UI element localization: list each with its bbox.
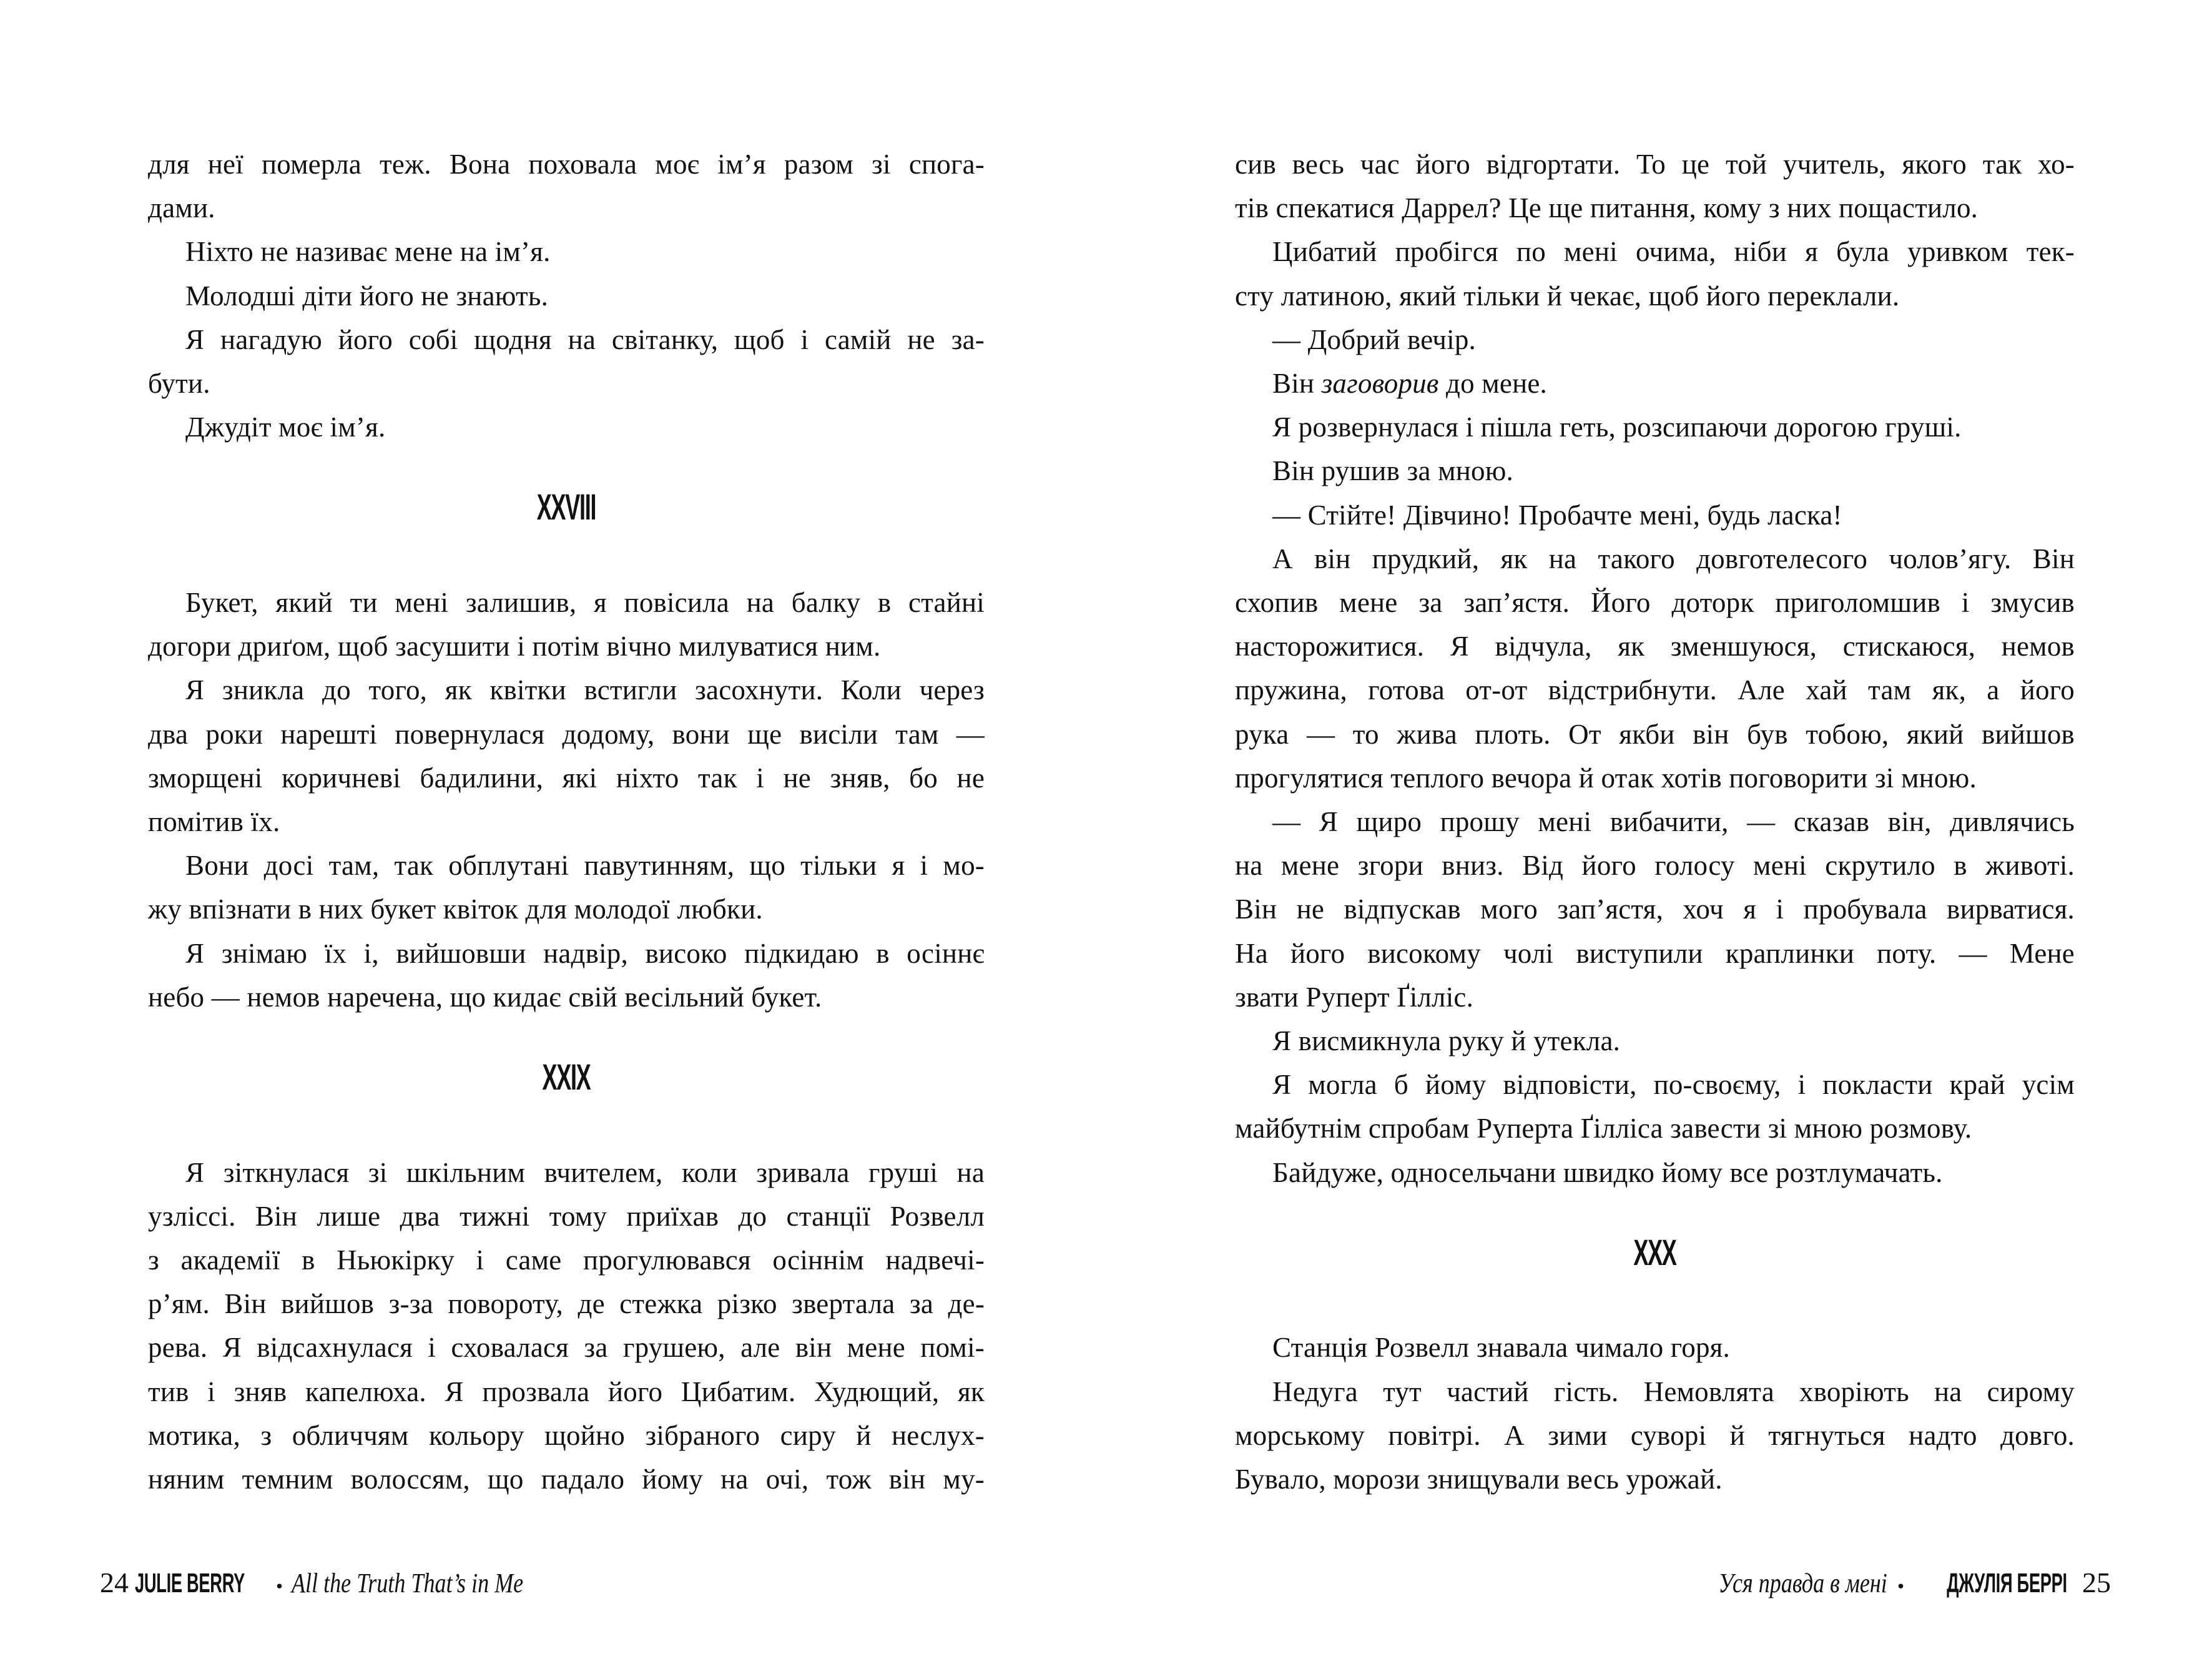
- text-line: р’ям. Він вийшов з-за повороту, де стежка різко звертала за де-: [148, 1288, 985, 1320]
- text-line: майбутнім спробам Руперта Ґілліса завести зі мною розмову.: [1235, 1113, 1972, 1145]
- right-page: [1106, 0, 2212, 1659]
- left-page-footer: [100, 1566, 574, 1603]
- text-line: Букет, який ти мені залишив, я повісила на балку в стайні: [185, 587, 985, 618]
- text-line: На його високому чолі виступили краплинки поту. — Мене: [1235, 937, 2075, 969]
- text-line: прогулятися теплого вечора й отак хотів поговорити зі мною.: [1235, 762, 1977, 794]
- text-line: рука — то жива плоть. От якби він був тобою, який вийшов: [1235, 718, 2075, 750]
- bullet-separator-icon: •: [1895, 1578, 1906, 1597]
- chapter-heading: XXIX: [542, 1056, 591, 1098]
- text-line: няним темним волоссям, що падало йому на очі, тож він му-: [148, 1464, 985, 1495]
- text-line: схопив мене за зап’ястя. Його доторк приголомшив і змусив: [1235, 587, 2075, 618]
- text-line: Він не відпускав мого зап’ястя, хоч я і пробувала вирватися.: [1235, 893, 2075, 925]
- text-line: пружина, готова от-от відстрибнути. Але хай там як, а його: [1235, 674, 2075, 706]
- text-line: помітив їх.: [148, 806, 280, 837]
- text-line: Я могла б йому відповісти, по-своєму, і покласти край усім: [1272, 1069, 2075, 1101]
- text-line: Бувало, морози знищували весь урожай.: [1235, 1464, 1723, 1495]
- text-line: зморщені коричневі бадилини, які ніхто так і не зняв, бо не: [148, 762, 985, 794]
- text-line: морському повітрі. А зими суворі й тягнуться надто довго.: [1235, 1419, 2075, 1451]
- right-page-footer: [1681, 1566, 2111, 1603]
- text-line: з академії в Ньюкірку і саме прогулювався осіннім надвечі-: [148, 1244, 985, 1276]
- text-line: небо — немов наречена, що кидає свій весільний букет.: [148, 981, 822, 1013]
- text-line: Джудіт моє ім’я.: [185, 411, 386, 443]
- right-page-text: [1235, 0, 2075, 1530]
- running-head-title: Уся правда в мені: [1718, 1568, 1887, 1598]
- text-line: Я знімаю їх і, вийшовши надвір, високо підкидаю в осіннє: [185, 937, 985, 969]
- text-line: рева. Я відсахнулася і сховалася за грушею, але він мене помі-: [148, 1332, 985, 1364]
- text-line: дами.: [148, 192, 215, 224]
- text-line: Молодші діти його не знають.: [185, 280, 549, 312]
- text-line: догори дриґом, щоб засушити і потім вічно милуватися ним.: [148, 631, 881, 662]
- text-line: Я розвернулася і пішла геть, розсипаючи дорогою груші.: [1272, 411, 1962, 443]
- bullet-separator-icon: •: [274, 1578, 285, 1597]
- running-head-author: ДЖУЛІЯ БЕРРІ: [1947, 1568, 2067, 1598]
- text-run: до мене.: [1438, 368, 1547, 399]
- text-line: Я нагадую його собі щодня на світанку, щоб і самій не за-: [185, 323, 985, 355]
- text-line: Я зникла до того, як квітки встигли засохнути. Коли через: [185, 674, 985, 706]
- text-line: мотика, з обличчям кольору щойно зібраного сиру й неслух-: [148, 1419, 985, 1451]
- text-line: А він прудкий, як на такого довготелесого чолов’ягу. Він: [1272, 543, 2075, 574]
- page-number: 25: [2082, 1567, 2111, 1598]
- text-line: [1235, 362, 2075, 405]
- chapter-heading: XXVIII: [536, 487, 596, 528]
- text-line: два роки нарешті повернулася додому, вони ще висіли там —: [148, 718, 985, 750]
- text-line: Недуга тут частий гість. Немовлята хворіють на сирому: [1272, 1376, 2075, 1407]
- text-line: — Я щиро прошу мені вибачити, — сказав він, дивлячись: [1272, 806, 2075, 837]
- text-line: Цибатий пробігся по мені очима, ніби я була уривком тек-: [1272, 236, 2075, 268]
- text-line: сив весь час його відгортати. То це той учитель, якого так хо-: [1235, 149, 2075, 180]
- text-line: сту латиною, який тільки й чекає, щоб його переклали.: [1235, 280, 1900, 312]
- text-run: Він: [1272, 368, 1322, 399]
- text-line: на мене згори вниз. Від його голосу мені скрутило в животі.: [1235, 850, 2075, 882]
- text-line: тів спекатися Даррел? Це ще питання, кому з них пощастило.: [1235, 192, 1979, 224]
- text-line: Станція Розвелл знавала чимало горя.: [1272, 1332, 1731, 1364]
- text-line: Я висмикнула руку й утекла.: [1272, 1025, 1621, 1056]
- text-line: Він рушив за мною.: [1272, 455, 1514, 487]
- text-line: Вони досі там, так обплутані павутинням, що тільки я і мо-: [185, 850, 985, 882]
- text-line: Ніхто не називає мене на ім’я.: [185, 236, 551, 268]
- running-head-title: All the Truth That’s in Me: [292, 1568, 524, 1598]
- text-line: бути.: [148, 368, 210, 399]
- page-number: 24: [100, 1567, 129, 1598]
- text-line: узліссі. Він лише два тижні тому приїхав до станції Розвелл: [148, 1200, 985, 1232]
- chapter-heading: XXX: [1633, 1232, 1676, 1273]
- text-line: Байдуже, односельчани швидко йому все розтлумачать.: [1272, 1156, 1943, 1188]
- running-head-author: JULIE BERRY: [135, 1568, 245, 1598]
- text-line: — Стійте! Дівчино! Пробачте мені, будь ласка!: [1272, 499, 1842, 531]
- text-line: — Добрий вечір.: [1272, 323, 1476, 355]
- text-line: тив і зняв капелюха. Я прозвала його Цибатим. Худющий, як: [148, 1376, 985, 1407]
- text-line: жу впізнати в них букет квіток для молодої любки.: [148, 893, 763, 925]
- text-line: Я зіткнулася зі шкільним вчителем, коли зривала груші на: [185, 1156, 985, 1188]
- left-page-text: [148, 0, 985, 1530]
- text-line: насторожитися. Я відчула, як зменшуюся, стискаюся, немов: [1235, 631, 2075, 662]
- emphasized-text: заговорив: [1321, 368, 1439, 399]
- text-line: для неї померла теж. Вона поховала моє ім’я разом зі спога-: [148, 149, 985, 180]
- text-line: звати Руперт Ґілліс.: [1235, 981, 1474, 1013]
